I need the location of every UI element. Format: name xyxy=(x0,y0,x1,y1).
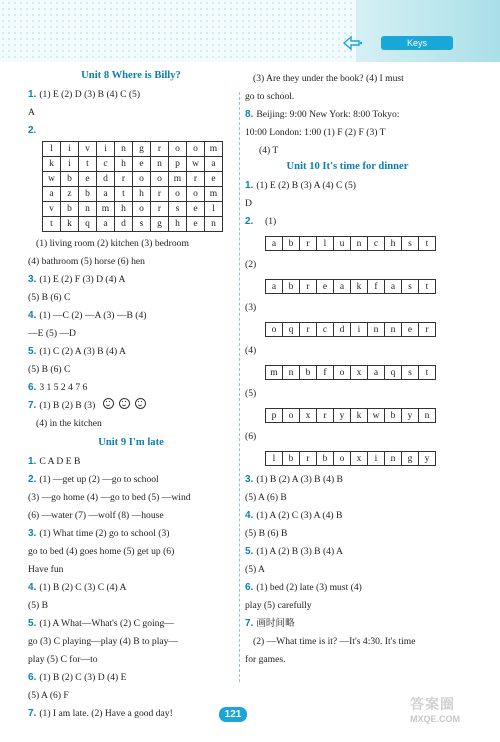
strip-cell: b xyxy=(385,409,402,423)
strip-label: (2) xyxy=(245,259,257,270)
u10-q4: 4. (1) A (2) C (3) A (4) B xyxy=(245,510,343,521)
u8-q6: 6. 3 1 5 2 4 7 6 xyxy=(28,382,88,393)
u8-q4: 4. (1) —C (2) —A (3) —B (4) xyxy=(28,310,147,321)
grid-cell: e xyxy=(133,157,151,172)
u8-q3: 3. (1) E (2) F (3) D (4) A xyxy=(28,274,126,285)
grid-cell: s xyxy=(133,217,151,232)
letter-strip xyxy=(265,279,436,294)
strip-cell: t xyxy=(419,280,436,294)
grid-cell: o xyxy=(169,187,187,202)
strip-cell: r xyxy=(317,409,334,423)
grid-cell: o xyxy=(187,187,205,202)
u8-q2-answers-2: (4) bathroom (5) horse (6) hen xyxy=(28,256,145,267)
u10-q2: 2. xyxy=(245,216,254,227)
strip-cell: n xyxy=(368,323,385,337)
strip-cell: a xyxy=(368,366,385,380)
strip-cell: a xyxy=(266,280,283,294)
grid-cell: s xyxy=(169,202,187,217)
grid-cell: p xyxy=(169,157,187,172)
grid-cell: a xyxy=(205,157,223,172)
grid-cell: b xyxy=(61,202,79,217)
strip-cell: o xyxy=(334,452,351,466)
grid-cell: o xyxy=(187,142,205,157)
u10-q7-cont1: (2) —What time is it? —It's 4:30. It's time xyxy=(253,636,416,647)
strip-cell: n xyxy=(351,237,368,251)
u9-q5: 5. (1) A What—What's (2) C going— xyxy=(28,618,174,629)
u10-q7: 7. 画时间略 xyxy=(245,618,295,629)
grid-cell: t xyxy=(115,187,133,202)
u10-q3-cont: (5) A (6) B xyxy=(245,492,287,503)
grid-cell: n xyxy=(151,157,169,172)
unit10-title: Unit 10 It's time for dinner xyxy=(286,161,409,172)
grid-cell: t xyxy=(79,157,97,172)
u8-q5: 5. (1) C (2) A (3) B (4) A xyxy=(28,346,126,357)
strip-label: (5) xyxy=(245,388,257,399)
strip-cell: c xyxy=(368,237,385,251)
u8-q1-cont: A xyxy=(28,107,35,118)
u10-q5-cont: (5) A xyxy=(245,564,265,575)
grid-cell: a xyxy=(43,187,61,202)
page-number: 121 xyxy=(219,707,247,722)
u9-q7: 7. (1) I am late. (2) Have a good day! xyxy=(28,708,173,719)
strip-cell: d xyxy=(334,323,351,337)
grid-cell: w xyxy=(187,157,205,172)
grid-cell: z xyxy=(61,187,79,202)
watermark: 答案圈 MXQE.COM xyxy=(410,696,461,724)
grid-cell: e xyxy=(187,217,205,232)
grid-cell: h xyxy=(169,217,187,232)
strip-label: (3) xyxy=(245,302,257,313)
u10-q1: 1. (1) E (2) B (3) A (4) C (5) xyxy=(245,180,356,191)
grid-cell: n xyxy=(115,142,133,157)
grid-cell: m xyxy=(97,202,115,217)
u9-q2: 2. (1) —get up (2) —go to school xyxy=(28,474,159,485)
u9-q5-cont2: play (5) C for—to xyxy=(28,654,98,665)
strip-label: (4) xyxy=(245,345,257,356)
strip-cell: c xyxy=(317,323,334,337)
grid-row xyxy=(43,217,223,232)
strip-cell: e xyxy=(317,280,334,294)
letter-strip xyxy=(265,408,436,423)
u9-q8: 8. Beijing: 9:00 New York: 8:00 Tokyo: xyxy=(245,109,400,120)
u10-q1-cont: D xyxy=(245,198,252,209)
strip-cell: a xyxy=(266,237,283,251)
grid-cell: i xyxy=(61,142,79,157)
u10-q4-cont: (5) B (6) B xyxy=(245,528,288,539)
u9-q8-cont1: 10:00 London: 1:00 (1) F (2) F (3) T xyxy=(245,127,386,138)
grid-cell: i xyxy=(97,142,115,157)
left-column xyxy=(28,70,234,723)
u8-q5-cont: (5) B (6) C xyxy=(28,364,71,375)
u9-q4: 4. (1) B (2) C (3) C (4) A xyxy=(28,582,127,593)
u8-q3-cont: (5) B (6) C xyxy=(28,292,71,303)
grid-cell: g xyxy=(151,217,169,232)
unit8-title: Unit 8 Where is Billy? xyxy=(81,70,181,81)
strip-cell: r xyxy=(300,237,317,251)
u8-q7: 7. (1) B (2) B (3) xyxy=(28,397,234,415)
grid-cell: m xyxy=(169,172,187,187)
u10-q6: 6. (1) bed (2) late (3) must (4) xyxy=(245,582,362,593)
strip-cell: r xyxy=(419,323,436,337)
grid-cell: b xyxy=(61,172,79,187)
strip-cell: n xyxy=(385,323,402,337)
strip-cell: e xyxy=(402,323,419,337)
strip-cell: b xyxy=(283,237,300,251)
strip-cell: o xyxy=(334,366,351,380)
strip-cell: g xyxy=(402,452,419,466)
strip-cell: s xyxy=(402,237,419,251)
header-band xyxy=(0,0,500,62)
grid-cell: w xyxy=(43,172,61,187)
keys-banner xyxy=(356,0,500,62)
strip-cell: r xyxy=(300,280,317,294)
letter-strip xyxy=(265,365,436,380)
strip-cell: y xyxy=(402,409,419,423)
grid-cell: h xyxy=(115,202,133,217)
strip-cell: o xyxy=(266,323,283,337)
strip-cell: x xyxy=(351,366,368,380)
strip-cell: s xyxy=(402,280,419,294)
strip-cell: n xyxy=(283,366,300,380)
grid-cell: d xyxy=(115,217,133,232)
u10-q5: 5. (1) A (2) B (3) B (4) A xyxy=(245,546,343,557)
u9-q7-cont2: go to school. xyxy=(245,91,295,102)
grid-cell: e xyxy=(187,202,205,217)
grid-cell: a xyxy=(97,217,115,232)
strip-cell: o xyxy=(283,409,300,423)
grid-cell: e xyxy=(205,172,223,187)
u10-q7-cont2: for games. xyxy=(245,654,286,665)
word-search-grid xyxy=(42,141,223,232)
u10-q6-cont: play (5) carefully xyxy=(245,600,312,611)
strip-cell: a xyxy=(334,280,351,294)
column-divider xyxy=(239,92,240,682)
u8-q1: 1. (1) E (2) D (3) B (4) C (5) xyxy=(28,89,141,100)
letter-strip xyxy=(265,322,436,337)
u8-q7-cont: (4) in the kitchen xyxy=(36,418,102,429)
keys-label: Keys xyxy=(381,36,453,50)
grid-cell: o xyxy=(151,172,169,187)
u9-q4-cont: (5) B xyxy=(28,600,48,611)
grid-cell: l xyxy=(43,142,61,157)
strip-cell: b xyxy=(283,280,300,294)
grid-cell: h xyxy=(133,187,151,202)
strip-cell: x xyxy=(351,452,368,466)
grid-cell: e xyxy=(79,172,97,187)
strip-cell: x xyxy=(300,409,317,423)
strip-cell: l xyxy=(266,452,283,466)
grid-cell: a xyxy=(97,187,115,202)
grid-cell: d xyxy=(97,172,115,187)
grid-cell: r xyxy=(151,187,169,202)
grid-cell: b xyxy=(79,187,97,202)
u10-q3: 3. (1) B (2) A (3) B (4) B xyxy=(245,474,343,485)
strip-cell: p xyxy=(266,409,283,423)
u9-q8-cont2: (4) T xyxy=(259,145,279,156)
strip-label: (6) xyxy=(245,431,257,442)
grid-cell: r xyxy=(151,202,169,217)
strip-label: (1) xyxy=(265,216,277,227)
u8-q2-answers-1: (1) living room (2) kitchen (3) bedroom xyxy=(36,238,189,249)
grid-cell: n xyxy=(79,202,97,217)
strip-cell: y xyxy=(334,409,351,423)
grid-cell: i xyxy=(61,157,79,172)
strip-cell: u xyxy=(334,237,351,251)
u9-q6-cont: (5) A (6) F xyxy=(28,690,69,701)
strip-cell: k xyxy=(351,280,368,294)
u9-q3-cont2: Have fun xyxy=(28,564,64,575)
grid-cell: k xyxy=(61,217,79,232)
strip-cell: i xyxy=(368,452,385,466)
right-column xyxy=(245,70,450,669)
grid-row xyxy=(43,202,223,217)
grid-cell: o xyxy=(169,142,187,157)
strip-cell: l xyxy=(317,237,334,251)
grid-cell: m xyxy=(205,142,223,157)
grid-cell: o xyxy=(133,172,151,187)
strip-cell: a xyxy=(385,280,402,294)
strip-cell: k xyxy=(351,409,368,423)
unit9-title: Unit 9 I'm late xyxy=(98,437,164,448)
strip-cell: n xyxy=(419,409,436,423)
grid-cell: h xyxy=(115,157,133,172)
grid-cell: m xyxy=(205,187,223,202)
u9-q5-cont1: go (3) C playing—play (4) B to play— xyxy=(28,636,179,647)
strip-cell: n xyxy=(385,452,402,466)
u9-q6: 6. (1) B (2) C (3) D (4) E xyxy=(28,672,127,683)
strip-cell: f xyxy=(317,366,334,380)
strip-cell: t xyxy=(419,366,436,380)
letter-strip xyxy=(265,451,436,466)
u9-q3-cont1: go to bed (4) goes home (5) get up (6) xyxy=(28,546,175,557)
smiley-face-icon xyxy=(103,398,114,409)
grid-cell: r xyxy=(151,142,169,157)
u9-q3: 3. (1) What time (2) go to school (3) xyxy=(28,528,170,539)
u9-q7-cont1: (3) Are they under the book? (4) I must xyxy=(253,73,404,84)
letter-strips xyxy=(245,213,450,466)
smiley-face-icon xyxy=(135,398,146,409)
strip-cell: r xyxy=(300,323,317,337)
strip-cell: q xyxy=(385,366,402,380)
grid-cell: o xyxy=(133,202,151,217)
grid-cell: t xyxy=(43,217,61,232)
strip-cell: b xyxy=(283,452,300,466)
letter-strip xyxy=(265,236,436,251)
grid-row xyxy=(43,142,223,157)
strip-cell: r xyxy=(300,452,317,466)
u9-q2-cont2: (6) —water (7) —wolf (8) —house xyxy=(28,510,164,521)
grid-cell: k xyxy=(43,157,61,172)
grid-row xyxy=(43,187,223,202)
strip-cell: y xyxy=(419,452,436,466)
grid-cell: v xyxy=(43,202,61,217)
strip-cell: h xyxy=(385,237,402,251)
arrow-left-icon xyxy=(342,35,362,51)
strip-cell: f xyxy=(368,280,385,294)
grid-cell: r xyxy=(115,172,133,187)
u9-q2-cont1: (3) —go home (4) —go to bed (5) —wind xyxy=(28,492,191,503)
grid-cell: g xyxy=(133,142,151,157)
grid-cell: n xyxy=(205,217,223,232)
strip-cell: s xyxy=(402,366,419,380)
grid-cell: q xyxy=(79,217,97,232)
strip-cell: b xyxy=(300,366,317,380)
grid-cell: r xyxy=(187,172,205,187)
grid-cell: c xyxy=(97,157,115,172)
grid-cell: v xyxy=(79,142,97,157)
u8-q2: 2. xyxy=(28,125,37,136)
u8-q4-cont: —E (5) —D xyxy=(28,328,76,339)
strip-cell: w xyxy=(368,409,385,423)
strip-cell: i xyxy=(351,323,368,337)
smiley-face-icon xyxy=(119,398,130,409)
grid-cell: l xyxy=(205,202,223,217)
strip-cell: q xyxy=(283,323,300,337)
strip-cell: t xyxy=(419,237,436,251)
grid-row xyxy=(43,172,223,187)
u9-q1: 1. C A D E B xyxy=(28,456,81,467)
grid-row xyxy=(43,157,223,172)
strip-cell: b xyxy=(317,452,334,466)
strip-cell: m xyxy=(266,366,283,380)
